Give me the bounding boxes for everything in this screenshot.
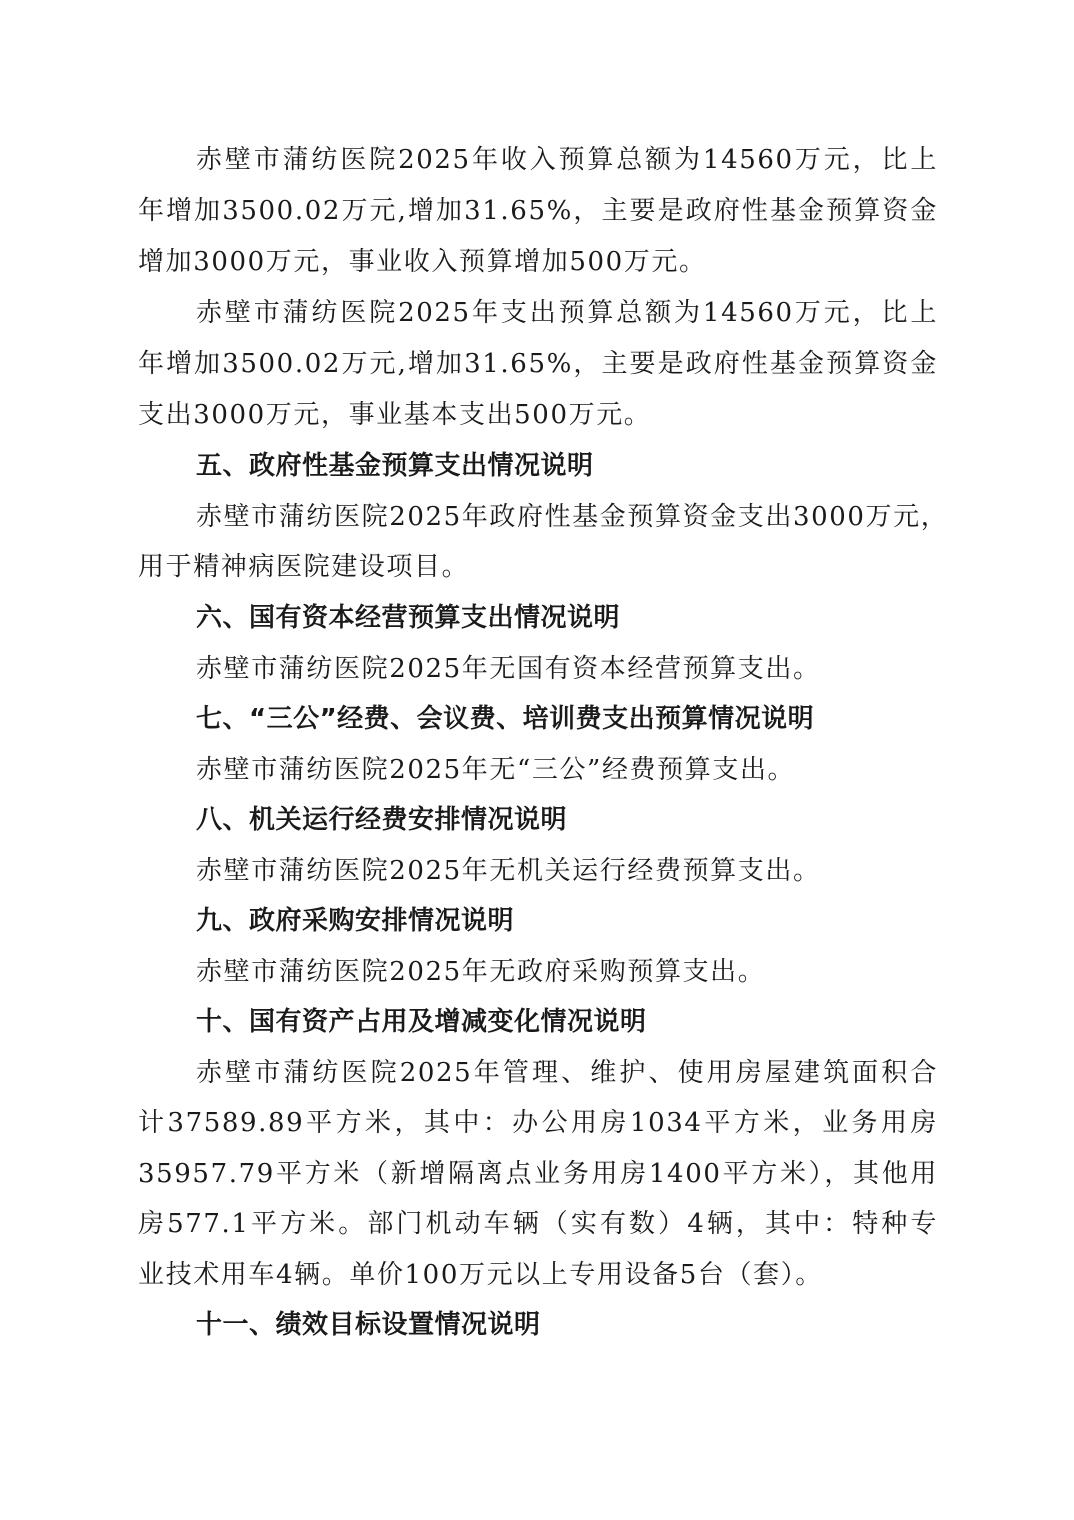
- fund-paragraph-line-2: 用于精神病医院建设项目。: [138, 552, 470, 582]
- procurement-paragraph: 赤壁市蒲纺医院2025年无政府采购预算支出。: [196, 957, 766, 987]
- section-heading-9: 九、政府采购安排情况说明: [196, 906, 515, 936]
- income-paragraph-line-1: 赤壁市蒲纺医院2025年收入预算总额为14560万元，比上: [196, 145, 938, 175]
- assets-paragraph-line-3: 35957.79平方米（新增隔离点业务用房1400平方米），其他用: [138, 1159, 938, 1189]
- operations-paragraph: 赤壁市蒲纺医院2025年无机关运行经费预算支出。: [196, 856, 821, 886]
- section-heading-6: 六、国有资本经营预算支出情况说明: [196, 603, 621, 633]
- three-public-paragraph: 赤壁市蒲纺医院2025年无“三公”经费预算支出。: [196, 755, 796, 785]
- assets-paragraph-line-2: 计37589.89平方米，其中：办公用房1034平方米，业务用房: [138, 1108, 938, 1138]
- assets-paragraph-line-1: 赤壁市蒲纺医院2025年管理、维护、使用房屋建筑面积合: [196, 1058, 938, 1088]
- section-heading-10: 十、国有资产占用及增减变化情况说明: [196, 1007, 647, 1037]
- section-heading-11: 十一、绩效目标设置情况说明: [196, 1310, 541, 1340]
- capital-paragraph: 赤壁市蒲纺医院2025年无国有资本经营预算支出。: [196, 654, 821, 684]
- expense-paragraph-line-3: 支出3000万元，事业基本支出500万元。: [138, 400, 652, 430]
- section-heading-7: 七、“三公”经费、会议费、培训费支出预算情况说明: [196, 704, 815, 734]
- section-heading-8: 八、机关运行经费安排情况说明: [196, 805, 568, 835]
- assets-paragraph-line-5: 业技术用车4辆。单价100万元以上专用设备5台（套）。: [138, 1260, 823, 1290]
- fund-paragraph-line-1: 赤壁市蒲纺医院2025年政府性基金预算资金支出3000万元，: [196, 502, 949, 532]
- income-paragraph-line-2: 年增加3500.02万元,增加31.65%，主要是政府性基金预算资金: [138, 196, 938, 226]
- section-heading-5: 五、政府性基金预算支出情况说明: [196, 451, 594, 481]
- assets-paragraph-line-4: 房577.1平方米。部门机动车辆（实有数）4辆，其中：特种专: [138, 1209, 938, 1239]
- expense-paragraph-line-1: 赤壁市蒲纺医院2025年支出预算总额为14560万元，比上: [196, 298, 938, 328]
- expense-paragraph-line-2: 年增加3500.02万元,增加31.65%，主要是政府性基金预算资金: [138, 349, 938, 379]
- income-paragraph-line-3: 增加3000万元，事业收入预算增加500万元。: [138, 247, 707, 277]
